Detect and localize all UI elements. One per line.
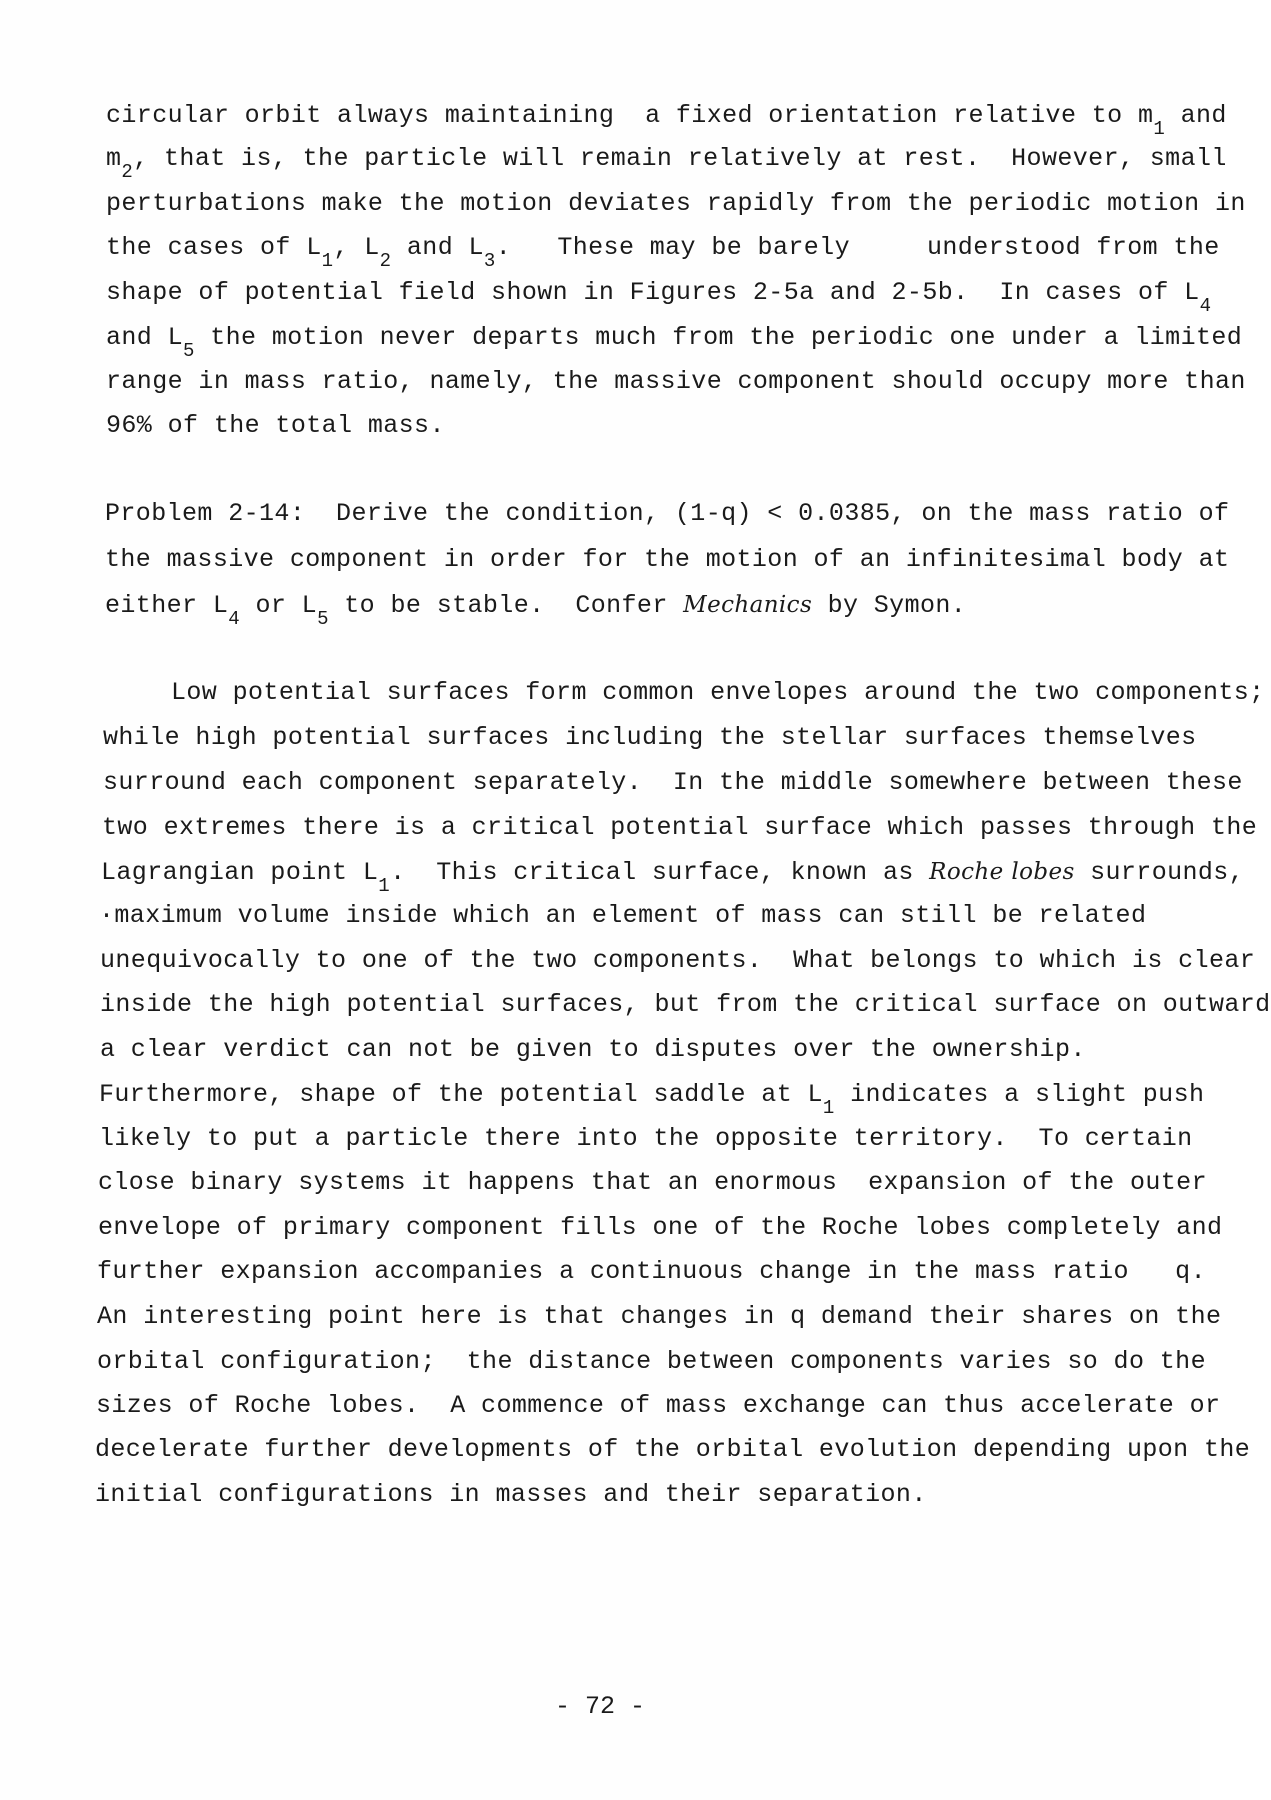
text-segment: indicates a slight push xyxy=(834,1080,1205,1109)
subscript: 2 xyxy=(379,250,392,272)
text-line xyxy=(96,1391,1220,1421)
subscript: 4 xyxy=(1199,295,1212,317)
text-line xyxy=(106,101,1227,140)
subscript: 1 xyxy=(822,1097,835,1119)
text-line xyxy=(99,1124,1193,1154)
text-segment: or L xyxy=(240,591,318,620)
text-line xyxy=(106,144,1227,183)
text-segment: circular orbit always maintaining a fixed orientation relative to m xyxy=(106,101,1154,130)
text-segment: range in mass ratio, namely, the massive component should occupy more than xyxy=(106,367,1246,396)
text-segment: to be stable. Confer xyxy=(328,591,684,620)
text-line xyxy=(106,323,1243,362)
subscript: 1 xyxy=(1153,118,1166,140)
text-segment: , L xyxy=(333,233,380,262)
text-line xyxy=(106,367,1246,397)
text-line xyxy=(97,1347,1206,1377)
text-segment: sizes of Roche lobes. A commence of mass exchange can thus accelerate or xyxy=(96,1391,1221,1420)
text-segment: either L xyxy=(105,591,229,620)
subscript: 3 xyxy=(483,250,496,272)
text-segment: . These may be barely understood from the xyxy=(495,233,1220,262)
text-segment: An interesting point here is that changes in q demand their shares on the xyxy=(97,1302,1222,1331)
text-line xyxy=(106,411,445,441)
text-segment: 96% of the total mass. xyxy=(106,411,445,440)
text-line xyxy=(105,545,1229,575)
text-line xyxy=(101,857,1245,897)
text-segment: Lagrangian point L xyxy=(101,858,379,887)
text-line xyxy=(97,1302,1221,1332)
subscript: 2 xyxy=(121,161,134,183)
text-segment: ·maximum volume inside which an element of mass can still be related xyxy=(99,901,1147,930)
text-segment: Furthermore, shape of the potential saddle at L xyxy=(99,1080,823,1109)
text-line xyxy=(171,678,1265,708)
text-segment: the motion never departs much from the periodic one under a limited xyxy=(194,323,1243,352)
text-line xyxy=(95,1435,1250,1465)
text-segment: the massive component in order for the motion of an infinitesimal body at xyxy=(105,545,1230,574)
text-line xyxy=(106,233,1220,272)
subscript: 5 xyxy=(317,608,329,630)
text-line xyxy=(103,723,1197,753)
text-line xyxy=(105,590,967,630)
text-segment: envelope of primary component fills one of the Roche lobes completely and xyxy=(98,1213,1223,1242)
text-segment: shape of potential field shown in Figures 2-5a and 2-5b. In cases of L xyxy=(106,278,1200,307)
text-segment: surround each component separately. In the middle somewhere between these xyxy=(103,768,1243,797)
text-segment: likely to put a particle there into the opposite territory. To certain xyxy=(99,1124,1193,1153)
text-segment: further expansion accompanies a continuous change in the mass ratio q. xyxy=(97,1257,1206,1286)
page-number: - 72 - xyxy=(554,1692,645,1721)
text-segment: while high potential surfaces including the stellar surfaces themselves xyxy=(103,723,1197,752)
text-segment: decelerate further developments of the orbital evolution depending upon the xyxy=(95,1435,1251,1464)
text-line xyxy=(97,1257,1206,1287)
text-segment: . This critical surface, known as xyxy=(390,858,930,887)
text-segment: perturbations make the motion deviates rapidly from the periodic motion in xyxy=(106,189,1246,218)
text-segment: m xyxy=(106,144,122,173)
text-line xyxy=(100,1035,1086,1065)
text-line xyxy=(105,499,1229,529)
text-segment: unequivocally to one of the two components. What belongs to which is clear xyxy=(100,946,1256,975)
text-line xyxy=(100,990,1271,1020)
text-segment: orbital configuration; the distance between components varies so do the xyxy=(97,1347,1206,1376)
text-segment: the cases of L xyxy=(106,233,322,262)
text-segment: inside the high potential surfaces, but from the critical surface on outward xyxy=(100,990,1271,1019)
text-line xyxy=(99,1080,1205,1119)
text-segment: , that is, the particle will remain relatively at rest. However, small xyxy=(133,144,1227,173)
text-line xyxy=(95,1480,927,1510)
text-line xyxy=(106,189,1246,219)
subscript: 4 xyxy=(228,608,241,630)
text-segment: close binary systems it happens that an enormous expansion of the outer xyxy=(98,1168,1207,1197)
text-line xyxy=(102,813,1257,843)
text-segment: surrounds, xyxy=(1074,858,1245,887)
text-line xyxy=(100,946,1255,976)
italic-title: Mechanics xyxy=(683,592,813,618)
text-segment: and L xyxy=(106,323,184,352)
text-line xyxy=(98,1168,1207,1198)
text-segment: by Symon. xyxy=(812,591,967,620)
text-segment: Low potential surfaces form common envelopes around the two components; xyxy=(171,678,1265,707)
text-line xyxy=(106,278,1212,317)
text-line xyxy=(99,901,1146,931)
text-segment: and xyxy=(1165,101,1227,130)
text-segment: a clear verdict can not be given to disputes over the ownership. xyxy=(100,1035,1086,1064)
subscript: 1 xyxy=(378,875,391,897)
subscript: 5 xyxy=(183,340,195,362)
italic-title: Roche lobes xyxy=(929,859,1075,885)
text-segment: Problem 2-14: Derive the condition, (1-q) < 0.0385, on the mass ratio of xyxy=(105,499,1230,528)
text-line xyxy=(103,768,1243,798)
text-segment: two extremes there is a critical potential surface which passes through the xyxy=(102,813,1258,842)
subscript: 1 xyxy=(321,250,334,272)
text-line xyxy=(98,1213,1222,1243)
text-segment: initial configurations in masses and their separation. xyxy=(95,1480,927,1509)
text-segment: and L xyxy=(391,233,484,262)
